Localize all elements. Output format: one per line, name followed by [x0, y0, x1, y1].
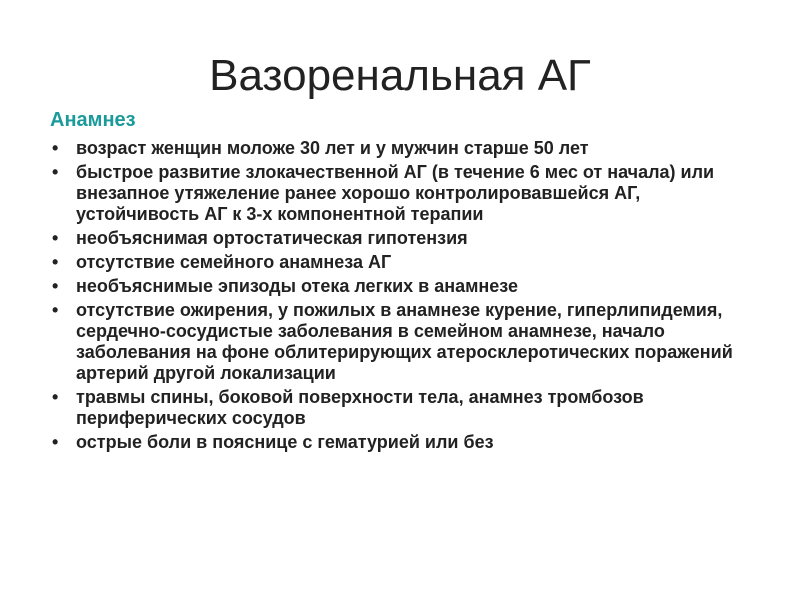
bullet-text: острые боли в пояснице с гематурией или без [76, 432, 494, 452]
bullet-item [48, 162, 748, 225]
bullet-item [48, 138, 748, 159]
bullet-item [48, 300, 748, 384]
bullet-text: отсутствие семейного анамнеза АГ [76, 252, 392, 272]
bullet-icon: • [52, 252, 59, 272]
bullet-icon: • [52, 162, 59, 182]
slide-title: Вазоренальная АГ [209, 51, 591, 100]
bullet-text: возраст женщин моложе 30 лет и у мужчин старше 50 лет [76, 138, 589, 158]
bullet-list [48, 138, 748, 456]
bullet-text: необъяснимая ортостатическая гипотензия [76, 228, 468, 248]
bullet-icon: • [52, 228, 59, 248]
bullet-icon: • [52, 138, 59, 158]
bullet-icon: • [52, 276, 59, 296]
bullet-text: травмы спины, боковой поверхности тела, анамнез тромбозов периферических сосудов [76, 387, 644, 428]
bullet-text: быстрое развитие злокачественной АГ (в течение 6 мес от начала) или внезапное утяжеление ранее хорошо контролировавшейся АГ, устойчивость АГ к 3-х компонентной терапии [76, 162, 715, 224]
bullet-item [48, 276, 748, 297]
section-heading: Анамнез [50, 109, 136, 131]
bullet-item [48, 432, 748, 453]
bullet-item [48, 228, 748, 249]
bullet-text: необъяснимые эпизоды отека легких в анамнезе [76, 276, 519, 296]
bullet-icon: • [52, 300, 59, 320]
bullet-icon: • [52, 432, 59, 452]
bullet-item [48, 252, 748, 273]
bullet-item [48, 387, 748, 429]
bullet-icon: • [52, 387, 59, 407]
bullet-text: отсутствие ожирения, у пожилых в анамнезе курение, гиперлипидемия, сердечно-сосудистые заболевания в семейном анамнезе, начало заболевания на фоне облитерирующих атеросклеротических поражений артерий другой локализации [76, 300, 733, 383]
